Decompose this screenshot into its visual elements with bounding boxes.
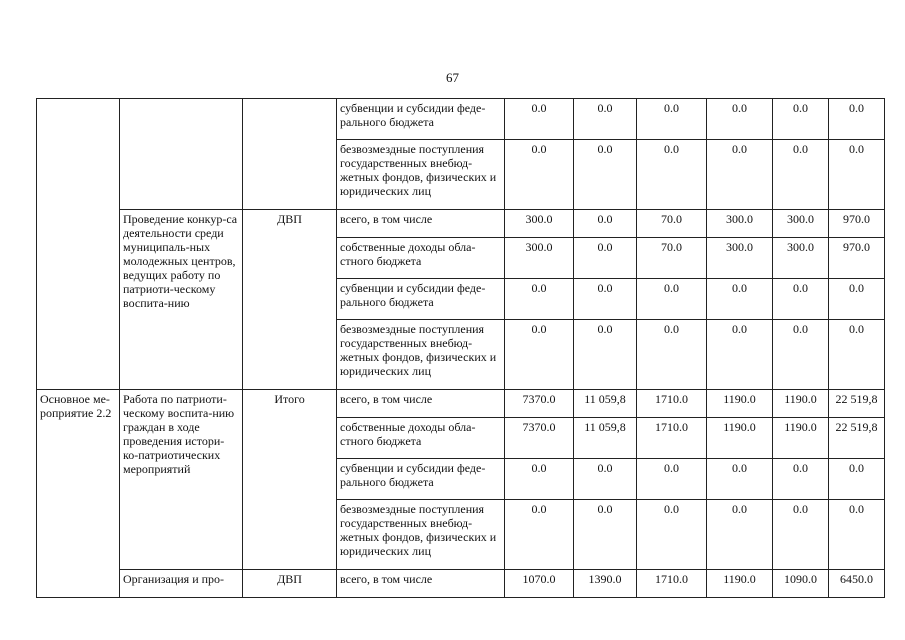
value-cell: 0.0 xyxy=(574,279,637,320)
value-cell: 0.0 xyxy=(574,238,637,279)
value-cell: 0.0 xyxy=(637,500,707,570)
value-cell: 0.0 xyxy=(707,99,773,140)
funding-source: всего, в том числе xyxy=(337,210,505,238)
value-cell: 970.0 xyxy=(829,210,885,238)
value-cell: 0.0 xyxy=(505,140,574,210)
value-cell: 1190.0 xyxy=(773,418,829,459)
funding-source: безвозмездные поступления государственных внебюд-жетных фондов, физических и юридических лиц xyxy=(337,320,505,390)
value-cell: 0.0 xyxy=(707,459,773,500)
value-cell: 1710.0 xyxy=(637,418,707,459)
value-cell: 1190.0 xyxy=(773,390,829,418)
value-cell: 0.0 xyxy=(505,500,574,570)
responsible-executor: ДВП xyxy=(243,210,337,390)
value-cell: 0.0 xyxy=(637,140,707,210)
funding-source: субвенции и субсидии феде-рального бюджета xyxy=(337,459,505,500)
table-row xyxy=(37,570,885,598)
activity-name: Работа по патриоти-ческому воспита-нию граждан в ходе проведения истори-ко-патриотических мероприятий xyxy=(120,390,243,570)
value-cell: 0.0 xyxy=(505,279,574,320)
funding-source: безвозмездные поступления государственных внебюд-жетных фондов, физических и юридических лиц xyxy=(337,140,505,210)
value-cell: 300.0 xyxy=(773,210,829,238)
funding-source: безвозмездные поступления государственных внебюд-жетных фондов, физических и юридических лиц xyxy=(337,500,505,570)
value-cell: 0.0 xyxy=(637,99,707,140)
value-cell: 0.0 xyxy=(829,99,885,140)
value-cell: 0.0 xyxy=(505,320,574,390)
value-cell: 0.0 xyxy=(637,279,707,320)
table-row xyxy=(37,390,885,418)
value-cell: 0.0 xyxy=(829,459,885,500)
value-cell: 0.0 xyxy=(829,140,885,210)
value-cell: 0.0 xyxy=(505,459,574,500)
value-cell: 0.0 xyxy=(773,279,829,320)
funding-source: субвенции и субсидии феде-ральногo бюджета xyxy=(337,99,505,140)
value-cell: 1710.0 xyxy=(637,570,707,598)
value-cell: 70.0 xyxy=(637,210,707,238)
value-cell: 1190.0 xyxy=(707,570,773,598)
value-cell: 0.0 xyxy=(707,500,773,570)
value-cell: 970.0 xyxy=(829,238,885,279)
responsible-executor: ДВП xyxy=(243,570,337,598)
value-cell: 1190.0 xyxy=(707,390,773,418)
value-cell: 0.0 xyxy=(574,99,637,140)
value-cell: 0.0 xyxy=(707,320,773,390)
funding-source: всего, в том числе xyxy=(337,570,505,598)
value-cell: 0.0 xyxy=(574,500,637,570)
responsible-cell-empty xyxy=(243,99,337,210)
value-cell: 7370.0 xyxy=(505,390,574,418)
value-cell: 1390.0 xyxy=(574,570,637,598)
table-row xyxy=(37,210,885,238)
value-cell: 300.0 xyxy=(707,210,773,238)
value-cell: 1190.0 xyxy=(707,418,773,459)
value-cell: 0.0 xyxy=(574,459,637,500)
value-cell: 7370.0 xyxy=(505,418,574,459)
value-cell: 6450.0 xyxy=(829,570,885,598)
value-cell: 0.0 xyxy=(574,320,637,390)
value-cell: 1070.0 xyxy=(505,570,574,598)
value-cell: 0.0 xyxy=(773,140,829,210)
value-cell: 1090.0 xyxy=(773,570,829,598)
value-cell: 11 059,8 xyxy=(574,390,637,418)
value-cell: 0.0 xyxy=(773,459,829,500)
funding-source: собственные доходы обла-стного бюджета xyxy=(337,418,505,459)
main-event-label: Основное ме-роприятие 2.2 xyxy=(37,390,120,598)
value-cell: 0.0 xyxy=(707,279,773,320)
value-cell: 11 059,8 xyxy=(574,418,637,459)
value-cell: 300.0 xyxy=(505,210,574,238)
budget-table xyxy=(36,98,885,598)
activity-name: Организация и про- xyxy=(120,570,243,598)
event-cell-empty xyxy=(37,99,120,390)
value-cell: 0.0 xyxy=(829,279,885,320)
activity-cell-empty xyxy=(120,99,243,210)
value-cell: 0.0 xyxy=(505,99,574,140)
activity-name: Проведение конкур-са деятельности среди муниципаль-ных молодежных центров, ведущих работу по патриоти-ческому воспита-нию xyxy=(120,210,243,390)
value-cell: 300.0 xyxy=(773,238,829,279)
page-number: 67 xyxy=(446,70,459,85)
funding-source: субвенции и субсидии феде-рального бюджета xyxy=(337,279,505,320)
value-cell: 300.0 xyxy=(505,238,574,279)
responsible-executor: Итого xyxy=(243,390,337,570)
value-cell: 300.0 xyxy=(707,238,773,279)
value-cell: 0.0 xyxy=(574,210,637,238)
value-cell: 0.0 xyxy=(773,99,829,140)
table-row xyxy=(37,99,885,140)
funding-source: собственные доходы обла-стного бюджета xyxy=(337,238,505,279)
value-cell: 0.0 xyxy=(637,320,707,390)
value-cell: 22 519,8 xyxy=(829,390,885,418)
value-cell: 70.0 xyxy=(637,238,707,279)
value-cell: 0.0 xyxy=(707,140,773,210)
value-cell: 0.0 xyxy=(574,140,637,210)
value-cell: 0.0 xyxy=(829,500,885,570)
value-cell: 0.0 xyxy=(773,320,829,390)
value-cell: 0.0 xyxy=(829,320,885,390)
funding-source: всего, в том числе xyxy=(337,390,505,418)
value-cell: 0.0 xyxy=(773,500,829,570)
value-cell: 22 519,8 xyxy=(829,418,885,459)
value-cell: 0.0 xyxy=(637,459,707,500)
value-cell: 1710.0 xyxy=(637,390,707,418)
